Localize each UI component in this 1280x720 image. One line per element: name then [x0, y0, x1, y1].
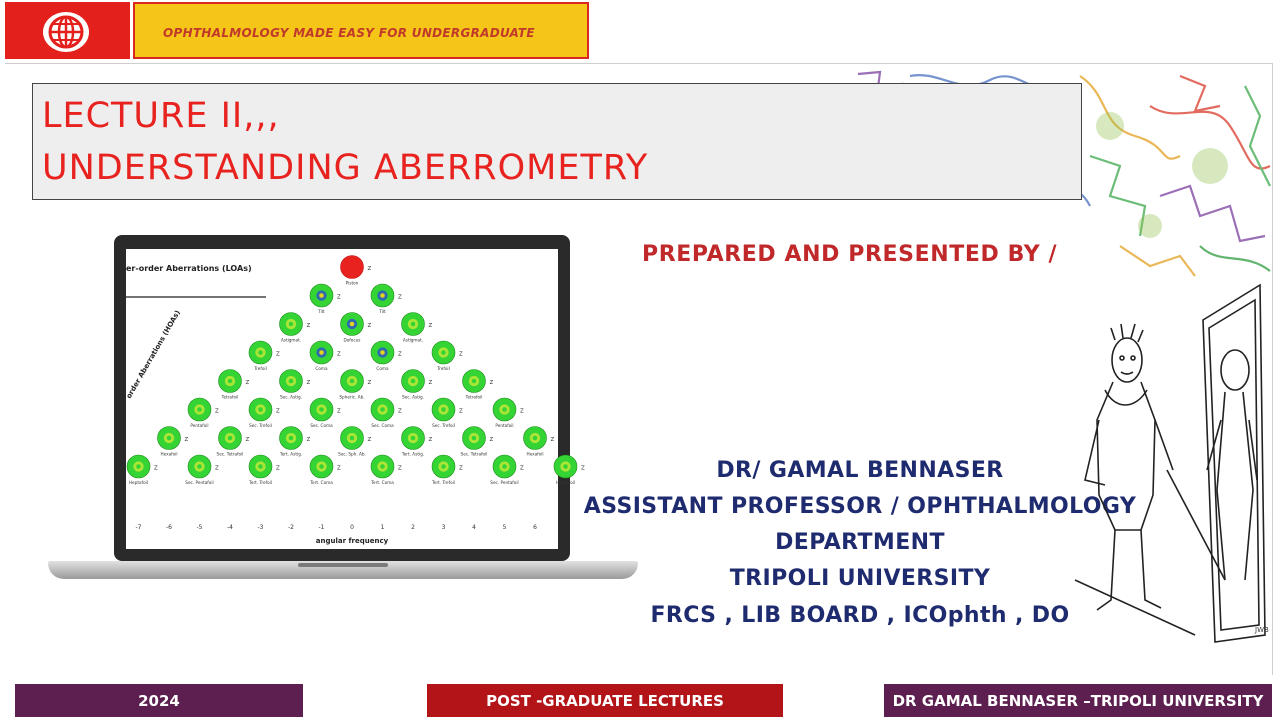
- mode-symbol: Z: [367, 437, 372, 443]
- mode-symbol: Z: [489, 437, 494, 443]
- laptop-screen-frame: [114, 235, 585, 561]
- zernike-mode: [463, 370, 494, 400]
- zernike-mode: [432, 398, 463, 428]
- zernike-mode: [280, 313, 311, 343]
- zernike-mode: [493, 398, 524, 428]
- zernike-row: [310, 284, 402, 314]
- zernike-mode: [217, 427, 250, 457]
- zernike-mode: [461, 427, 494, 457]
- mode-symbol: Z: [306, 323, 311, 329]
- zernike-mode: [490, 455, 524, 485]
- mode-label: Coma: [376, 366, 389, 371]
- mode-label: Tilt: [379, 309, 386, 314]
- mode-symbol: Z: [306, 380, 311, 386]
- mode-label: Coma: [315, 366, 328, 371]
- zernike-mode: [524, 427, 555, 457]
- zernike-mode: [402, 313, 433, 343]
- banner-text: OPHTHALMOLOGY MADE EASY FOR UNDERGRADUATE: [163, 26, 535, 40]
- laptop-hinge: [298, 563, 388, 567]
- mode-symbol: Z: [337, 465, 341, 472]
- zernike-mode: [310, 341, 341, 371]
- svg-text:JWB: JWB: [1255, 626, 1269, 634]
- mode-label: Sec. Trefoil: [249, 423, 272, 428]
- presenter-department: DEPARTMENT: [775, 530, 945, 555]
- zernike-mode: [310, 398, 341, 428]
- mode-symbol: Z: [459, 408, 463, 415]
- mode-label: Heptafoil: [556, 480, 575, 485]
- zernike-row: [158, 427, 555, 457]
- zernike-row: [188, 398, 524, 428]
- mode-label: Hexafoil: [160, 451, 178, 457]
- zernike-mode: [127, 455, 158, 485]
- axis-tick-label: 4: [472, 524, 476, 531]
- axis-title: angular frequency: [315, 537, 389, 545]
- mode-symbol: Z: [367, 380, 372, 386]
- zernike-mode: [158, 427, 189, 457]
- zernike-mode: [248, 455, 280, 485]
- mode-label: Sec. Sph. Ab.: [338, 451, 366, 457]
- zernike-mode: [188, 398, 219, 428]
- presenter-university: TRIPOLI UNIVERSITY: [729, 566, 991, 591]
- laptop-illustration: [48, 235, 638, 587]
- mode-symbol: Z: [245, 380, 250, 386]
- mode-symbol: Z: [215, 408, 219, 415]
- axis-tick-label: -2: [288, 524, 294, 531]
- mode-label: Heptafoil: [129, 480, 148, 485]
- zernike-mode: [371, 284, 402, 314]
- mode-label: Pentafoil: [495, 423, 514, 428]
- mode-label: Sec. Astig.: [401, 394, 425, 400]
- mode-label: Astigmat.: [402, 337, 424, 343]
- mode-symbol: Z: [245, 437, 250, 443]
- mode-label: Sec. Trefoil: [432, 423, 455, 428]
- mode-label: Sec. Tetrafoil: [216, 451, 244, 457]
- zernike-mode: [431, 455, 463, 485]
- mode-symbol: Z: [428, 437, 433, 443]
- mode-symbol: Z: [337, 351, 341, 358]
- mode-label: Tetrafoil: [221, 394, 239, 400]
- zernike-mode: [249, 398, 280, 428]
- mode-symbol: Z: [489, 380, 494, 386]
- mode-symbol: Z: [337, 408, 341, 415]
- mode-label: Astigmat.: [280, 337, 302, 343]
- zernike-row: [127, 455, 585, 485]
- title-box: [32, 83, 1082, 200]
- mode-symbol: Z: [398, 465, 402, 472]
- mode-symbol: Z: [276, 408, 280, 415]
- axis-tick-label: 3: [441, 524, 446, 531]
- zernike-mode: [402, 370, 433, 400]
- mode-symbol: Z: [428, 380, 433, 386]
- mode-label: Tert. Trefoil: [432, 480, 455, 485]
- presenter-position: ASSISTANT PROFESSOR / OPHTHALMOLOGY: [583, 494, 1137, 519]
- mode-symbol: Z: [337, 294, 341, 301]
- mode-symbol: Z: [459, 351, 463, 358]
- zernike-mode: [185, 455, 219, 485]
- loa-label: er-order Aberrations (LOAs): [126, 264, 252, 273]
- zernike-mode: [371, 398, 402, 428]
- footer-series: POST -GRADUATE LECTURES: [427, 684, 783, 717]
- axis-tick-label: -5: [196, 524, 203, 531]
- mode-symbol: Z: [581, 465, 585, 472]
- lecture-number: LECTURE II,,,: [42, 96, 280, 136]
- presenter-name: DR/ GAMAL BENNASER: [716, 458, 1004, 483]
- zernike-mode: [371, 341, 402, 371]
- mode-symbol: Z: [459, 465, 463, 472]
- mode-symbol: Z: [367, 266, 372, 272]
- mode-label: Tert. Astig.: [279, 451, 303, 457]
- footer-year: 2024: [15, 684, 303, 717]
- mode-label: Sec. Pentafoil: [185, 480, 214, 485]
- globe-icon: [43, 12, 89, 52]
- mode-label: Hexafoil: [526, 451, 544, 457]
- presented-by-heading: PREPARED AND PRESENTED BY /: [642, 242, 1058, 267]
- mode-label: Tetrafoil: [465, 394, 483, 400]
- axis-tick-label: 0: [350, 524, 354, 531]
- zernike-pyramid-figure: [124, 249, 585, 549]
- zernike-row: [249, 341, 463, 371]
- mode-symbol: Z: [520, 408, 524, 415]
- mode-label: Sec. Coma: [371, 423, 394, 428]
- zernike-mode: [341, 256, 372, 286]
- axis-tick-label: -1: [318, 524, 325, 531]
- mode-label: Sec. Coma: [310, 423, 333, 428]
- mode-label: Tert. Trefoil: [249, 480, 272, 485]
- footer-author: DR GAMAL BENNASER –TRIPOLI UNIVERSITY: [884, 684, 1272, 717]
- hoa-label: order Aberrations (HOAs): [124, 308, 182, 400]
- mode-label: Tert. Coma: [310, 480, 333, 485]
- cartoon-illustration: [1075, 280, 1275, 650]
- laptop-screen: [124, 249, 585, 549]
- mode-label: Piston: [345, 280, 359, 286]
- mode-symbol: Z: [550, 437, 555, 443]
- zernike-mode: [401, 427, 433, 457]
- mode-symbol: Z: [398, 294, 402, 301]
- axis-tick-label: 1: [380, 524, 385, 531]
- mode-symbol: Z: [398, 351, 402, 358]
- zernike-mode: [280, 370, 311, 400]
- zernike-mode: [432, 341, 463, 371]
- mode-label: Trefoil: [254, 366, 267, 371]
- presenter-credentials: FRCS , LIB BOARD , ICOphth , DO: [650, 603, 1070, 628]
- zernike-mode: [309, 455, 341, 485]
- axis-tick-label: -3: [257, 524, 264, 531]
- mode-label: Sec. Pentafoil: [490, 480, 519, 485]
- zernike-row: [341, 256, 372, 286]
- mode-label: Spheric. Ab.: [339, 394, 365, 400]
- mode-label: Defocus: [343, 337, 361, 343]
- mode-symbol: Z: [306, 437, 311, 443]
- axis-tick-label: -7: [135, 524, 142, 531]
- logo: [5, 2, 130, 59]
- mode-symbol: Z: [367, 323, 372, 329]
- zernike-row: [219, 370, 494, 400]
- zernike-mode: [339, 370, 371, 400]
- mode-symbol: Z: [154, 465, 158, 472]
- mode-label: Sec. Astig.: [279, 394, 303, 400]
- mode-symbol: Z: [184, 437, 189, 443]
- zernike-mode: [219, 370, 250, 400]
- mode-label: Tert. Coma: [371, 480, 394, 485]
- mode-symbol: Z: [428, 323, 433, 329]
- zernike-mode: [310, 284, 341, 314]
- mode-symbol: Z: [215, 465, 219, 472]
- zernike-mode: [249, 341, 280, 371]
- axis-tick-label: 2: [411, 524, 415, 531]
- mode-label: Pentafoil: [190, 423, 209, 428]
- axis-tick-label: -4: [227, 524, 233, 531]
- mode-label: Trefoil: [437, 366, 450, 371]
- zernike-mode: [341, 313, 372, 343]
- mode-symbol: Z: [520, 465, 524, 472]
- zernike-mode: [338, 427, 371, 457]
- mode-symbol: Z: [276, 465, 280, 472]
- mode-label: Tert. Astig.: [401, 451, 425, 457]
- zernike-row: [280, 313, 433, 343]
- zernike-mode: [370, 455, 402, 485]
- lecture-title: UNDERSTANDING ABERROMETRY: [42, 148, 649, 188]
- mode-symbol: Z: [276, 351, 280, 358]
- mode-label: Sec. Tetrafoil: [460, 451, 488, 457]
- header-banner: [133, 2, 589, 59]
- mode-symbol: Z: [398, 408, 402, 415]
- mode-label: Tilt: [318, 309, 325, 314]
- zernike-mode: [279, 427, 311, 457]
- divider: [5, 63, 1273, 64]
- axis-tick-label: -6: [166, 524, 172, 531]
- axis-tick-label: 5: [502, 524, 507, 531]
- axis-tick-label: 6: [533, 524, 537, 531]
